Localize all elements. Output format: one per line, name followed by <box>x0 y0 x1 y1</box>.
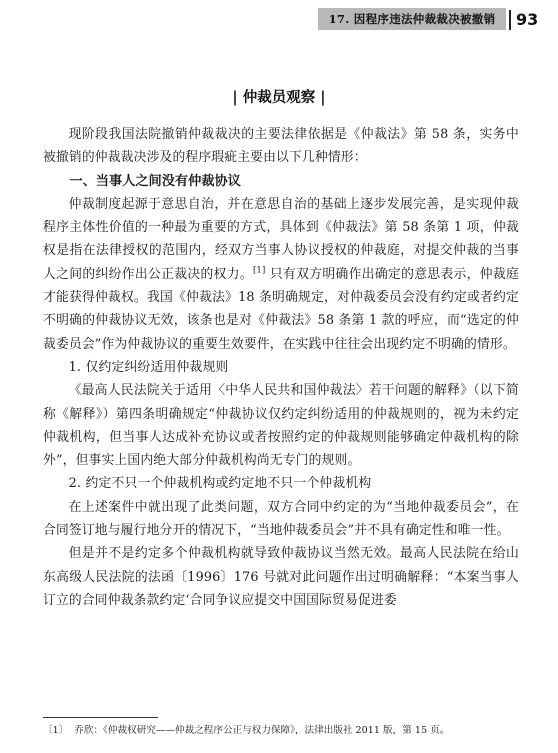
footnote-marker: 〔1〕 <box>43 725 69 736</box>
body-text <box>43 123 519 612</box>
footnote-divider <box>43 717 158 718</box>
body-paragraph: 在上述案件中就出现了此类问题，双方合同中约定的为“当地仲裁委员会”，在合同签订地与履行地分开的情况下，“当地仲裁委员会”并不具有确定性和唯一性。 <box>43 499 519 539</box>
body-paragraph: 但是并不是约定多个仲裁机构就导致仲裁协议当然无效。最高人民法院在给山东高级人民法院的法函〔1996〕176 号就对此问题作出过明确解释：“本案当事人订立的合同仲裁条款约定‘合同争议应提交中国国际贸易促进委 <box>43 546 519 608</box>
paragraph-text: 只有双方明确作出确定的意思表示，仲裁庭才能获得仲裁权。我国《仲裁法》18 条明确规定，对仲裁委员会没有约定或者约定不明确的仲裁协议无效，该条也是对《仲裁法》58 条第 1 款的呼应，而“选定的仲裁委员会”作为仲裁协议的重要生效要件，在实践中往往会出现约定不明确的情形。 <box>43 266 520 352</box>
subheading: 2. 约定不只一个仲裁机构或约定地不只一个仲裁机构 <box>68 476 372 492</box>
intro-paragraph: 现阶段我国法院撤销仲裁裁决的主要法律依据是《仲裁法》第 58 条，实务中被撤销的仲裁裁决涉及的程序瑕疵主要由以下几种情形： <box>43 127 519 166</box>
page-number: 93 <box>516 10 539 29</box>
section-title: | 仲裁员观察 | <box>232 89 326 106</box>
footnote-reference[interactable]: [1] <box>252 265 266 276</box>
footnote <box>43 724 519 738</box>
footnote-text: 《仲裁权研究——仲裁之程序公正与权力保障》，法律出版社 2011 版，第 15 页。 <box>103 725 450 736</box>
paragraph-text: 仲裁制度起源于意思自治，并在意思自治的基础上逐步发展完善，是实现仲裁程序主体性价值的一种最为重要的方式，具体到《仲裁法》第 58 条第 1 项，仲裁权是指在法律授权的范围内，经双方当事人协议授权的仲裁庭，对提交仲裁的当事人之间的纠纷作出公正裁决的权力。 <box>43 196 519 282</box>
header-divider <box>509 10 511 30</box>
body-paragraph <box>43 193 519 356</box>
body-paragraph: 《最高人民法院关于适用〈中华人民共和国仲裁法〉若干问题的解释》（以下简称《解释》）第四条明确规定“仲裁协议仅约定纠纷适用的仲裁规则的，视为未约定仲裁机构，但当事人达成补充协议或者按照约定的仲裁规则能够确定仲裁机构的除外”，但事实上国内绝大部分仲裁机构尚无专门的规则。 <box>43 383 519 469</box>
section-heading: 一、当事人之间没有仲裁协议 <box>69 173 241 189</box>
subheading: 1. 仅约定纠纷适用仲裁规则 <box>68 359 229 375</box>
chapter-title: 17. 因程序违法仲裁裁决被撤销 <box>328 12 496 26</box>
running-header <box>318 8 506 30</box>
footnote-author: 乔欣： <box>74 725 104 736</box>
